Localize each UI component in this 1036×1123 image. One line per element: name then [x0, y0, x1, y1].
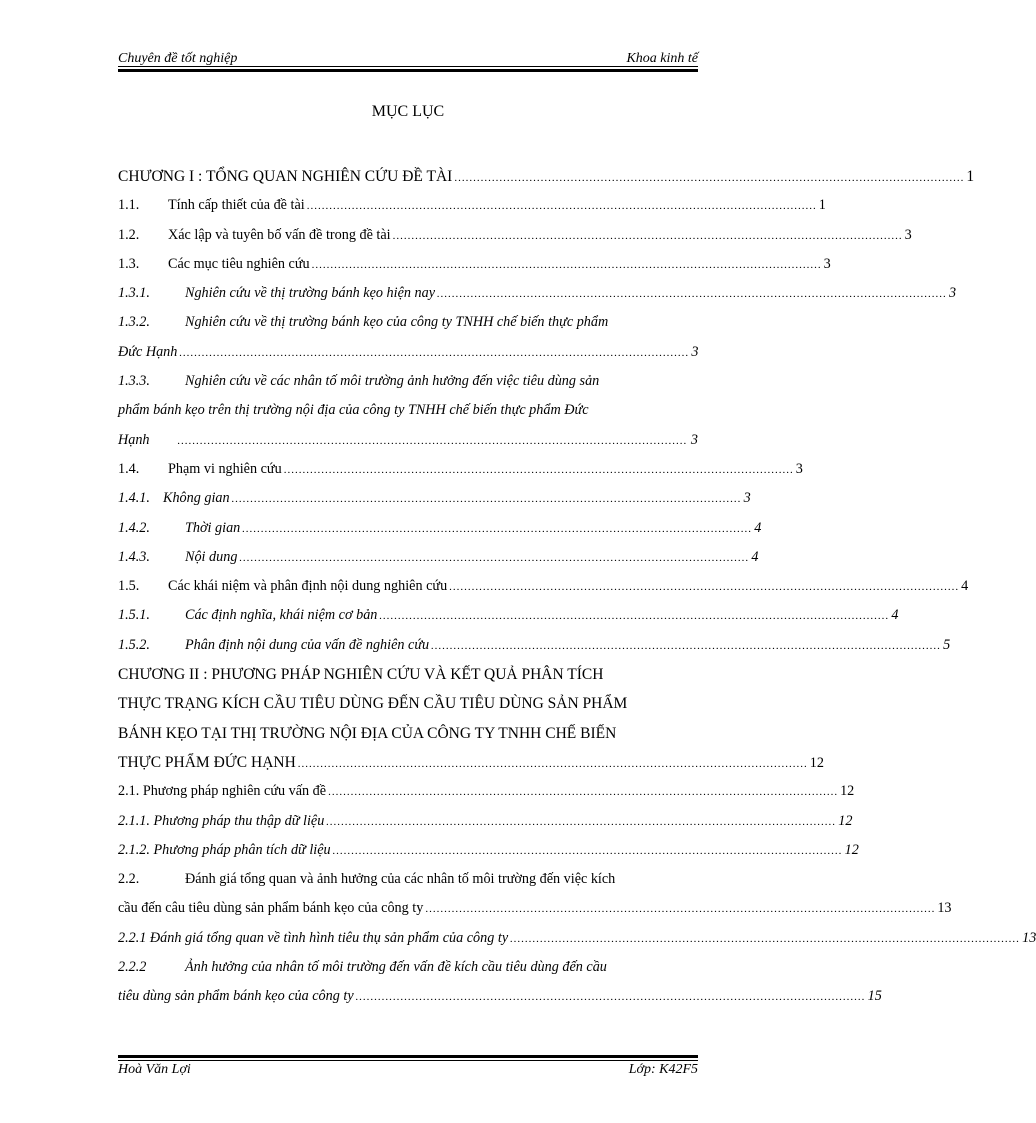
toc-entry-number: 1.3.2. [118, 314, 150, 331]
toc-entry-number: 1.4.2. [118, 519, 150, 536]
toc-entry-1-4-3[interactable] [118, 545, 759, 574]
toc-entry-number: 2.2. [118, 871, 140, 888]
toc-entry-number: 1.5.1. [118, 607, 150, 624]
toc-leader: ........................................................................................................................................ [332, 844, 843, 857]
toc-page-number: 4 [891, 607, 899, 624]
toc-entry-text: 2.1.2. Phương pháp phân tích dữ liệu [118, 841, 331, 858]
toc-page-number: 13 [937, 900, 952, 917]
toc-page-number: 12 [838, 812, 853, 829]
toc-entry-text: Các định nghĩa, khái niệm cơ bản [185, 607, 378, 624]
toc-entry-2-1-1[interactable] [118, 809, 853, 838]
toc-leader: ........................................................................................................................................ [379, 610, 890, 623]
toc-entry-1-4-1[interactable] [118, 486, 751, 515]
header-rule-thick [118, 69, 698, 72]
toc-leader: ........................................................................................................................................ [306, 200, 817, 213]
toc-entry-text-line: Đức Hạnh [118, 343, 178, 360]
toc-leader: ........................................................................................................................................ [425, 903, 936, 916]
toc-page-number: 3 [795, 460, 803, 477]
toc-leader: ........................................................................................................................................ [326, 815, 837, 828]
toc-entry-text: 2.2.1 Đánh giá tổng quan về tình hình tiêu thụ sản phẩm của công ty [118, 929, 509, 946]
toc-page-number: 3 [690, 431, 698, 448]
toc-leader: ........................................................................................................................................ [449, 581, 960, 594]
toc-entry-text: 2.1. Phương pháp nghiên cứu vấn đề [118, 783, 327, 800]
toc-entry-1-5-2[interactable] [118, 633, 951, 662]
toc-page-number: 3 [823, 255, 831, 272]
toc-entry-chapter-1[interactable] [118, 164, 975, 193]
toc-entry-number: 1.4.3. [118, 548, 150, 565]
toc-entry-number: 1.5.2. [118, 636, 150, 653]
footer-right-text: Lớp: K42F5 [628, 1062, 698, 1077]
toc-entry-text-line: tiêu dùng sản phẩm bánh kẹo của công ty [118, 988, 354, 1005]
footer-left-text: Hoà Văn Lợi [118, 1062, 191, 1077]
toc-entry-text: Phân định nội dung của vấn đề nghiên cứu [185, 636, 430, 653]
toc-page-number: 15 [867, 988, 882, 1005]
toc-entry-2-2[interactable] [118, 867, 952, 926]
toc-page-number: 3 [904, 226, 912, 243]
toc-leader: ........................................................................................................................................ [297, 757, 808, 770]
toc-leader: ........................................................................................................................................ [177, 434, 688, 447]
toc-entry-number: 1.4. [118, 460, 140, 477]
toc-leader: ........................................................................................................................................ [231, 493, 742, 506]
toc-entry-number: 1.1. [118, 197, 140, 214]
toc-entry-number: 1.3. [118, 255, 140, 272]
toc-entry-1-3[interactable] [118, 252, 831, 281]
header-left-text: Chuyên đề tốt nghiệp [118, 51, 238, 66]
toc-leader: ........................................................................................................................................ [179, 346, 690, 359]
toc-entry-1-5[interactable] [118, 574, 969, 603]
toc-entry-number: 1.3.3. [118, 373, 150, 390]
toc-entry-1-4-2[interactable] [118, 516, 762, 545]
footer-rule-thick [118, 1055, 698, 1058]
toc-page-number: 3 [949, 285, 957, 302]
toc-entry-chapter-2[interactable] [118, 662, 824, 779]
toc-page-number: 13 [1022, 929, 1036, 946]
toc-entry-number: 1.5. [118, 578, 140, 595]
toc-entry-text: 2.1.1. Phương pháp thu thập dữ liệu [118, 812, 325, 829]
toc-entry-text: Tính cấp thiết của đề tài [168, 197, 305, 214]
toc-entry-text-line: THỰC TRẠNG KÍCH CẦU TIÊU DÙNG ĐẾN CẦU TIÊU DÙNG SẢN PHẨM [118, 695, 628, 713]
toc-entry-1-5-1[interactable] [118, 603, 899, 632]
toc-page-number: 12 [844, 841, 859, 858]
toc-entry-2-1-2[interactable] [118, 838, 859, 867]
toc-entry-number: 1.4.1. [118, 490, 150, 507]
page-title: MỤC LỤC [371, 103, 445, 120]
toc-entry-text-line: CHƯƠNG II : PHƯƠNG PHÁP NGHIÊN CỨU VÀ KẾT QUẢ PHÂN TÍCH [118, 666, 604, 684]
toc-page-number: 4 [961, 578, 969, 595]
toc-entry-text-line: Ảnh hưởng của nhân tố môi trường đến vấn đề kích cầu tiêu dùng đến cầu [185, 959, 607, 976]
toc-page-number: 1 [818, 197, 826, 214]
toc-entry-1-3-3[interactable] [118, 369, 698, 457]
toc-leader: ........................................................................................................................................ [431, 639, 942, 652]
toc-entry-text: Không gian [163, 490, 230, 507]
toc-entry-number: 2.2.2 [118, 959, 147, 976]
toc-entry-text: Các khái niệm và phân định nội dung nghiên cứu [168, 578, 448, 595]
toc-leader: ........................................................................................................................................ [242, 522, 753, 535]
toc-entry-number: 1.2. [118, 226, 140, 243]
toc-entry-text: Thời gian [185, 519, 241, 536]
toc-entry-text-line: Nghiên cứu về thị trường bánh kẹo của công ty TNHH chế biến thực phẩm [185, 314, 609, 331]
toc-leader: ........................................................................................................................................ [510, 932, 1021, 945]
toc-entry-text: CHƯƠNG I : TỔNG QUAN NGHIÊN CỨU ĐỀ TÀI [118, 168, 453, 185]
toc-leader: ........................................................................................................................................ [392, 229, 903, 242]
toc-entry-1-2[interactable] [118, 223, 912, 252]
toc-entry-text: Xác lập và tuyên bố vấn đề trong đề tài [168, 226, 391, 243]
toc-entry-text-line: phẩm bánh kẹo trên thị trường nội địa của công ty TNHH chế biến thực phẩm Đức [118, 402, 589, 419]
toc-entry-text: Phạm vi nghiên cứu [168, 460, 282, 477]
toc-leader: ........................................................................................................................................ [437, 288, 947, 301]
toc-page-number: 1 [966, 168, 975, 185]
toc-entry-1-1[interactable] [118, 193, 826, 222]
toc-entry-text-line: Nghiên cứu về các nhân tố môi trường ảnh hưởng đến việc tiêu dùng sản [185, 373, 600, 390]
page-footer [118, 1062, 698, 1077]
toc-entry-text: Nghiên cứu về thị trường bánh kẹo hiện nay [185, 285, 435, 302]
toc-entry-1-4[interactable] [118, 457, 803, 486]
header-rule [118, 66, 698, 67]
toc-leader: ........................................................................................................................................ [328, 786, 839, 799]
table-of-contents [118, 164, 1036, 1014]
toc-entry-text-line: cầu đến câu tiêu dùng sản phẩm bánh kẹo của công ty [118, 900, 424, 917]
toc-page-number: 4 [751, 548, 759, 565]
toc-entry-text-line: Đánh giá tổng quan và ảnh hưởng của các nhân tố môi trường đến việc kích [185, 871, 616, 888]
toc-entry-text: Nội dung [185, 548, 238, 565]
header-right-text: Khoa kinh tế [626, 51, 698, 66]
toc-leader: ........................................................................................................................................ [311, 258, 822, 271]
toc-entry-text-line: Hạnh [118, 431, 150, 448]
toc-page-number: 3 [743, 490, 751, 507]
footer-rule [118, 1060, 698, 1061]
toc-page-number: 12 [809, 754, 824, 771]
toc-entry-1-3-1[interactable] [118, 281, 957, 310]
toc-leader: ........................................................................................................................................ [454, 172, 965, 184]
toc-entry-number: 1.3.1. [118, 285, 150, 302]
toc-entry-2-2-2[interactable] [118, 955, 882, 1014]
toc-entry-text-line: THỰC PHẨM ĐỨC HẠNH [118, 753, 296, 771]
toc-entry-text: Các mục tiêu nghiên cứu [168, 255, 310, 272]
toc-entry-1-3-2[interactable] [118, 310, 698, 369]
toc-page-number: 12 [840, 783, 855, 800]
toc-page-number: 4 [754, 519, 762, 536]
toc-entry-2-1[interactable] [118, 779, 855, 808]
toc-leader: ........................................................................................................................................ [283, 463, 794, 476]
toc-leader: ........................................................................................................................................ [239, 551, 750, 564]
toc-entry-text-line: BÁNH KẸO TẠI THỊ TRƯỜNG NỘI ĐỊA CỦA CÔNG TY TNHH CHẾ BIẾN [118, 724, 617, 742]
page-header [118, 48, 698, 68]
toc-page-number: 3 [691, 343, 699, 360]
toc-leader: ........................................................................................................................................ [355, 991, 866, 1004]
toc-page-number: 5 [943, 636, 951, 653]
toc-entry-2-2-1[interactable] [118, 926, 1036, 955]
